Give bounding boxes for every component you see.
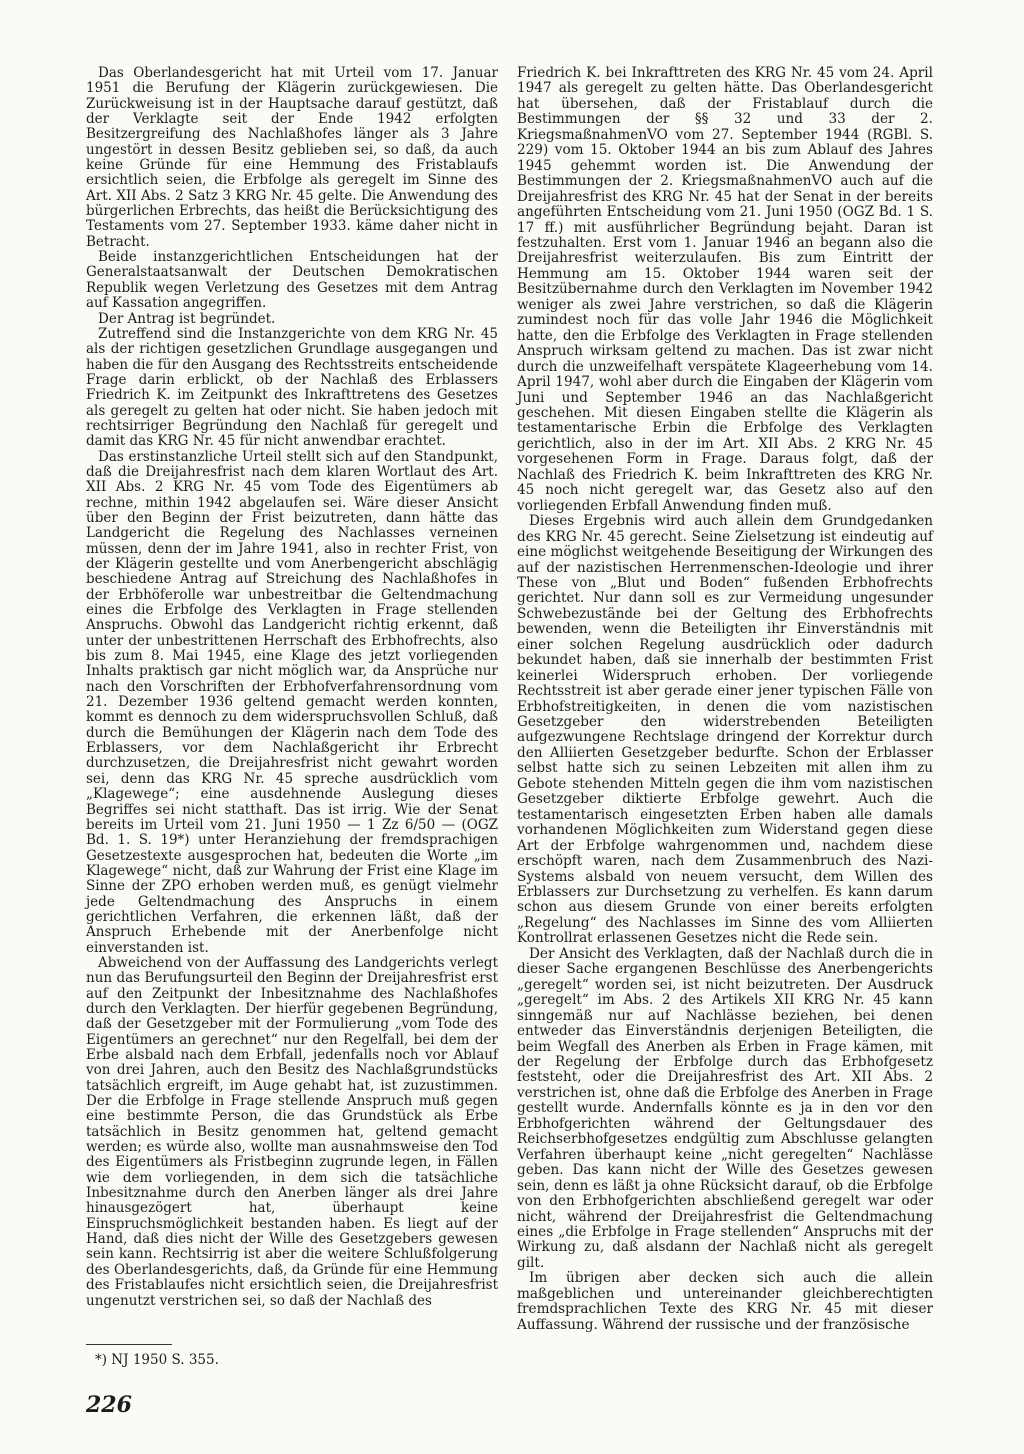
paragraph: Das Oberlandesgericht hat mit Urteil vom 17. Januar 1951 die Berufung der Klägerin zurückgewiesen. Die Zurückweisung ist in der Hauptsache darauf gestützt, daß der Verklagte seit der Ende 1942 erfolgten Besitzergreifung des Nachlaßhofes länger als 3 Jahre ungestört in dessen Besitz geblieben sei, so daß, da auch keine Gründe für eine Hemmung des Fristablaufs ersichtlich seien, die Erbfolge als geregelt im Sinne des Art. XII Abs. 2 Satz 3 KRG Nr. 45 gelte. Die Anwendung des bürgerlichen Erbrechts, das heißt die Berücksichtigung des Testaments vom 27. September 1933. käme daher nicht in Betracht. [86,65,498,250]
footnote-divider [86,1344,172,1345]
paragraph: Der Ansicht des Verklagten, daß der Nachlaß durch die in dieser Sache ergangenen Beschlüsse des Anerbengerichts „geregelt“ worden sei, ist nicht beizutreten. Der Ausdruck „geregelt“ im Abs. 2 des Artikels XII KRG Nr. 45 kann sinngemäß nur auf Nachlässe beziehen, bei denen entweder das Einverständnis derjenigen Beteiligten, die beim Wegfall des Anerben als Erben in Frage kämen, mit der Regelung der Erbfolge durch das Erbhofgesetz feststeht, oder die Dreijahresfrist des Art. XII Abs. 2 verstrichen ist, ohne daß die Erbfolge des Anerben in Frage gestellt wurde. Andernfalls könnte es ja in den vor den Erbhofgerichten während der Geltungsdauer des Reichserbhofgesetzes endgültig zum Abschlusse gelangten Verfahren überhaupt keine „nicht geregelten“ Nachlässe geben. Das kann nicht der Wille des Gesetzes gewesen sein, denn es läßt ja ohne Rücksicht darauf, ob die Erbfolge von den Erbhofgerichten abschließend geregelt war oder nicht, während der Dreijahresfrist die Geltendmachung eines „die Erbfolge in Frage stellenden“ Anspruchs mit der Wirkung zu, daß alsdann der Nachlaß nicht als geregelt gilt. [517,945,933,1271]
right-text-column [517,66,933,1333]
paragraph: Dieses Ergebnis wird auch allein dem Grundgedanken des KRG Nr. 45 gerecht. Seine Zielsetzung ist eindeutig auf eine möglichst weitgehende Beseitigung der Wirkungen des auf der nazistischen Herrenmenschen-Ideologie und ihrer These von „Blut und Boden“ fußenden Erbhofrechts gerichtet. Nur dann soll es zur Vermeidung ungesunder Schwebezustände bei der Geltung des Erbhofrechts bewenden, wenn die Beteiligten ihr Einverständnis mit einer solchen Regelung ausdrücklich oder dadurch bekundet haben, daß sie innerhalb der bestimmten Frist keinerlei Widerspruch erhoben. Der vorliegende Rechtsstreit ist aber gerade einer jener typischen Fälle von Erbhofstreitigkeiten, in denen die vom nazistischen Gesetzgeber den widerstrebenden Beteiligten aufgezwungene Rechtslage dringend der Korrektur durch den Alliierten Gesetzgeber bedurfte. Schon der Erblasser selbst hatte sich zu seinen Lebzeiten mit allen ihm zu Gebote stehenden Mitteln gegen die ihm vom nazistischen Gesetzgeber diktierte Erbfolge gewehrt. Auch die testamentarisch eingesetzten Erben haben alle damals vorhandenen Möglichkeiten zum Widerstand gegen diese Art der Erbfolge wahrgenommen und, nachdem diese erschöpft waren, nach dem Zusammenbruch des Nazi-Systems alsbald von neuem versucht, dem Willen des Erblassers zur Durchsetzung zu verhelfen. Es kann darum schon aus diesem Grunde von einer bereits erfolgten „Regelung“ des Nachlasses im Sinne des vom Alliierten Kontrollrat erlassenen Gesetzes nicht die Rede sein. [517,513,933,947]
paragraph: Abweichend von der Auffassung des Landgerichts verlegt nun das Berufungsurteil den Beginn der Dreijahresfrist erst auf den Zeitpunkt der Inbesitznahme des Nachlaßhofes durch den Verklagten. Der hierfür gegebenen Begründung, daß der Gesetzgeber mit der Formulierung „vom Tode des Eigentümers an gerechnet“ nur den Regelfall, bei dem der Erbe alsbald nach dem Erbfall, jedenfalls noch vor Ablauf von drei Jahren, auch den Besitz des Nachlaßgrundstücks tatsächlich ergreift, im Auge gehabt hat, ist zuzustimmen. Der die Erbfolge in Frage stellende Anspruch muß gegen eine bestimmte Person, die das Grundstück als Erbe tatsächlich in Besitz genommen hat, geltend gemacht werden; es würde also, wollte man ausnahmsweise den Tod des Eigentümers als Fristbeginn zugrunde legen, in Fällen wie dem vorliegenden, in dem sich die tatsächliche Inbesitznahme durch den Anerben länger als drei Jahre hinausgezögert hat, überhaupt keine Einspruchsmöglichkeit bestanden haben. Es liegt auf der Hand, daß dies nicht der Wille des Gesetzgebers gewesen sein kann. Rechtsirrig ist aber die weitere Schlußfolgerung des Oberlandesgerichts, daß, da Gründe für eine Hemmung des Fristablaufes nicht ersichtlich seien, die Dreijahresfrist ungenutzt verstrichen sei, so daß der Nachlaß des [86,954,498,1309]
paragraph: Zutreffend sind die Instanzgerichte von dem KRG Nr. 45 als der richtigen gesetzlichen Grundlage ausgegangen und haben die für den Ausgang des Rechtsstreits entscheidende Frage darin erblickt, ob der Nachlaß des Erblassers Friedrich K. im Zeitpunkt des Inkrafttretens des Gesetzes als geregelt zu gelten hat oder nicht. Sie haben jedoch mit rechtsirriger Begründung den Nachlaß für geregelt und damit das KRG Nr. 45 für nicht anwendbar erachtet. [86,325,498,450]
paragraph-continued: Friedrich K. bei Inkrafttreten des KRG Nr. 45 vom 24. April 1947 als geregelt zu gelten hätte. Das Oberlandesgericht hat übersehen, daß der Fristablauf durch die Bestimmungen der §§ 32 und 33 der 2. KriegsmaßnahmenVO vom 27. September 1944 (RGBl. S. 229) vom 15. Oktober 1944 an bis zum Ablauf des Jahres 1945 gehemmt worden ist. Die Anwendung der Bestimmungen der 2. KriegsmaßnahmenVO auch auf die Dreijahresfrist des KRG Nr. 45 hat der Senat in der bereits angeführten Entscheidung vom 21. Juni 1950 (OGZ Bd. 1 S. 17 ff.) mit ausführlicher Begründung bejaht. Daran ist festzuhalten. Erst vom 1. Januar 1946 an begann also die Dreijahresfrist weiterzulaufen. Bis zum Eintritt der Hemmung am 15. Oktober 1944 waren seit der Besitzübernahme durch den Verklagten im November 1942 weniger als zwei Jahre verstrichen, so daß die Klägerin zumindest noch für das volle Jahr 1946 die Möglichkeit hatte, den die Erbfolge des Verklagten in Frage stellenden Anspruch wirksam geltend zu machen. Das ist zwar nicht durch die unzweifelhaft verspätete Klageerhebung vom 14. April 1947, wohl aber durch die Eingaben der Klägerin vom Juni und September 1946 an das Nachlaßgericht geschehen. Mit diesen Eingaben stellte die Klägerin als testamentarische Erbin die Erbfolge des Verklagten gerichtlich, also in der im Art. XII Abs. 2 KRG Nr. 45 vorgesehenen Form in Frage. Daraus folgt, daß der Nachlaß des Friedrich K. beim Inkrafttreten des KRG Nr. 45 noch nicht geregelt war, das Gesetz also auf den vorliegenden Erbfall Anwendung finden muß. [517,65,933,514]
paragraph: Beide instanzgerichtlichen Entscheidungen hat der Generalstaatsanwalt der Deutschen Demokratischen Republik wegen Verletzung des Gesetzes mit dem Antrag auf Kassation angegriffen. [86,249,498,312]
page-number: 226 [86,1392,132,1418]
paragraph: Im übrigen aber decken sich auch die allein maßgeblichen und untereinander gleichberechtigten fremdsprachlichen Texte des KRG Nr. 45 mit dieser Auffassung. Während der russische und der französische [517,1270,933,1333]
paragraph: Das erstinstanzliche Urteil stellt sich auf den Standpunkt, daß die Dreijahresfrist nach dem klaren Wortlaut des Art. XII Abs. 2 KRG Nr. 45 vom Tode des Eigentümers ab rechne, mithin 1942 abgelaufen sei. Wäre dieser Ansicht über den Beginn der Frist beizutreten, dann hätte das Landgericht die Regelung des Nachlasses verneinen müssen, denn der im Jahre 1941, also in rechter Frist, von der Klägerin gestellte und vom Anerbengericht abschlägig beschiedene Antrag auf Streichung des Nachlaßhofes in der Erbhöferolle war unbestreitbar die Geltendmachung eines die Erbfolge des Verklagten in Frage stellenden Anspruchs. Obwohl das Landgericht richtig erkennt, daß unter der unbestrittenen Herrschaft des Erbhofrechts, also bis zum 8. Mai 1945, eine Klage des jetzt vorliegenden Inhalts praktisch gar nicht möglich war, da Ansprüche nur nach den Vorschriften der Erbhofverfahrensordnung vom 21. Dezember 1936 geltend gemacht werden konnten, kommt es dennoch zu dem widerspruchsvollen Schluß, daß durch die Bemühungen der Klägerin nach dem Tode des Erblassers, vor dem Nachlaßgericht ihr Erbrecht durchzusetzen, die Dreijahresfrist nicht gewahrt worden sei, denn das KRG Nr. 45 spreche ausdrücklich vom „Klagewege“; eine ausdehnende Auslegung dieses Begriffes sei nicht statthaft. Das ist irrig. Wie der Senat bereits im Urteil vom 21. Juni 1950 — 1 Zz 6/50 — (OGZ Bd. 1. S. 19*) unter Heranziehung der fremdsprachigen Gesetzestexte ausgesprochen hat, bedeuten die Worte „im Klagewege“ nicht, daß zur Wahrung der Frist eine Klage im Sinne der ZPO erhoben werden muß, es genügt vielmehr jede Geltendmachung des Anspruchs in einem gerichtlichen Verfahren, die erkennen läßt, daß der Anspruch Erhebende mit der Anerbenfolge nicht einverstanden ist. [86,448,498,956]
paragraph: Der Antrag ist begründet. [98,310,276,327]
left-text-column [86,66,498,1309]
footnote: *) NJ 1950 S. 355. [95,1352,219,1368]
